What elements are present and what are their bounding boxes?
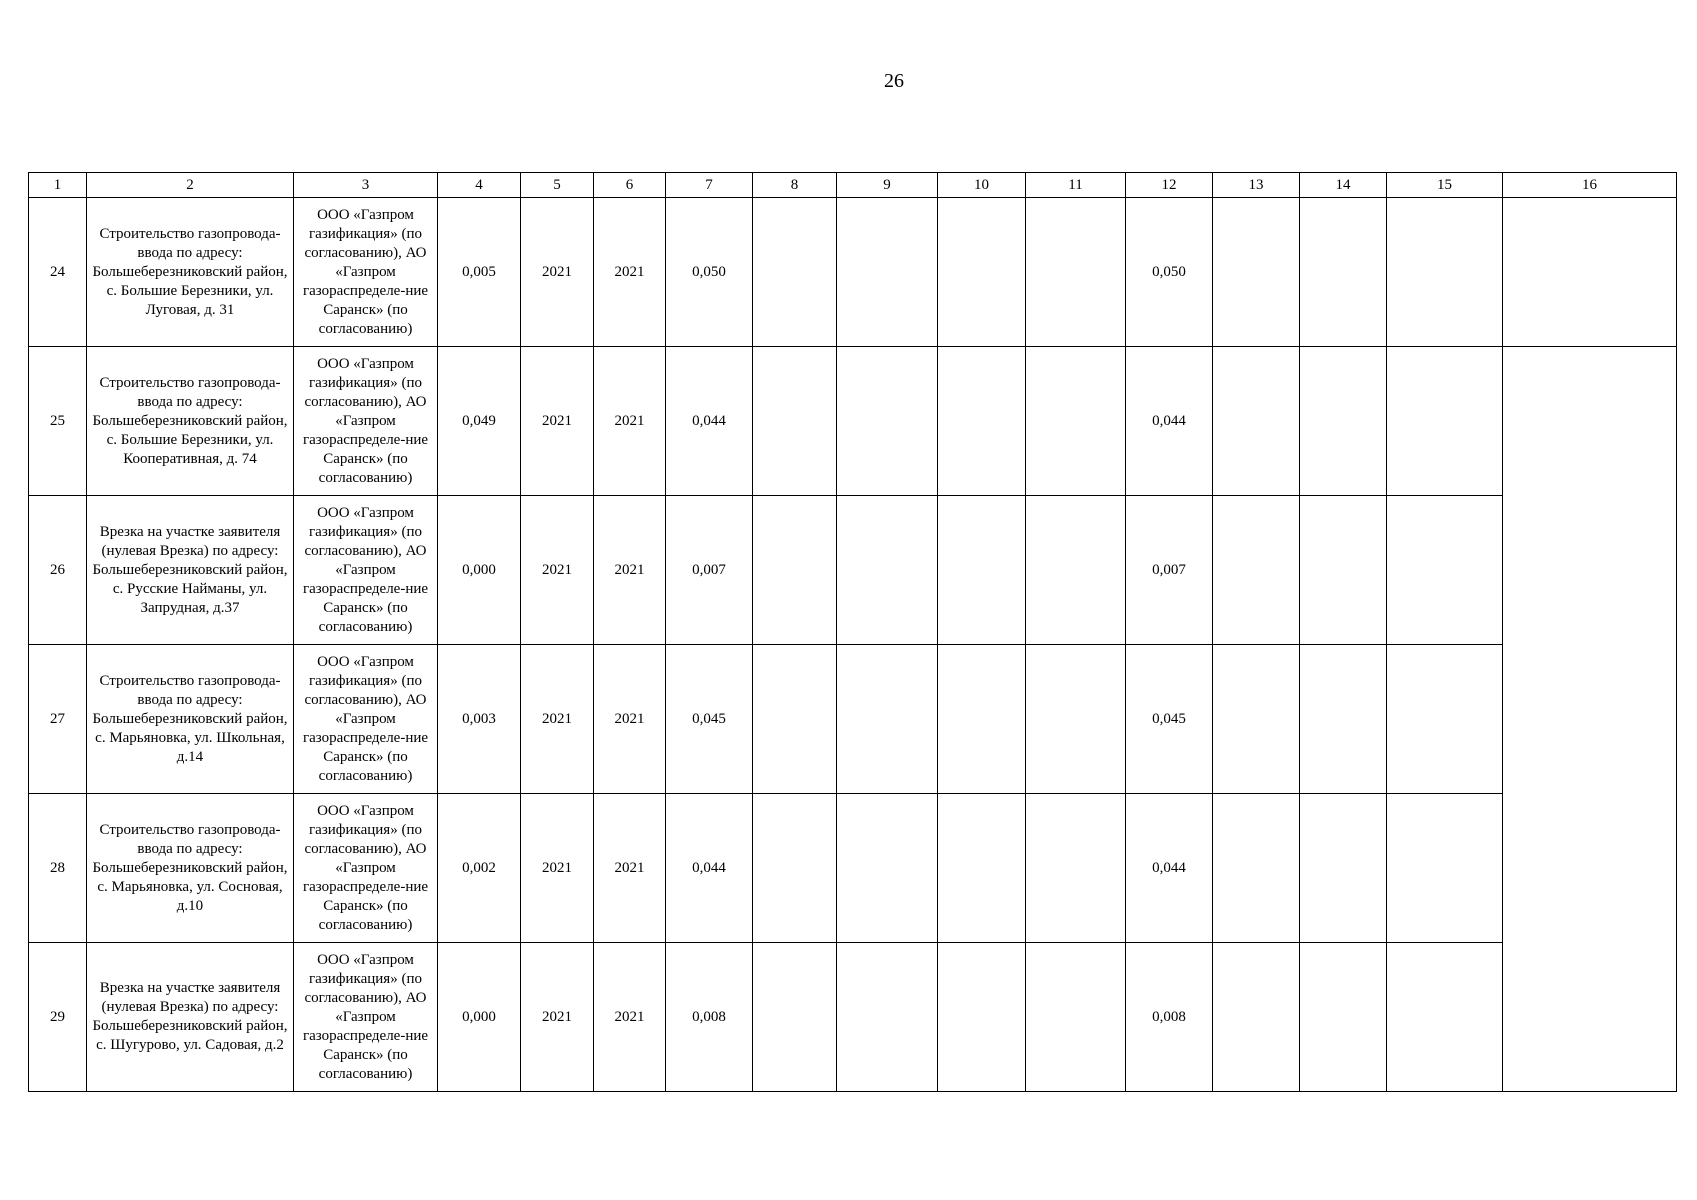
value-cell [1213,496,1300,645]
row-number-cell: 26 [29,496,87,645]
table-row [29,496,1677,645]
value-cell: 0,049 [438,347,521,496]
value-cell [753,943,837,1092]
value-cell [1300,794,1387,943]
object-name-cell: Строительство газопровода-ввода по адресу: Большеберезниковский район, с. Большие Березники, ул. Кооперативная, д. 74 [87,347,294,496]
value-cell [938,496,1026,645]
column-header: 7 [666,173,753,198]
object-name-cell: Врезка на участке заявителя (нулевая Врезка) по адресу: Большеберезниковский район, с. Шугурово, ул. Садовая, д.2 [87,943,294,1092]
value-cell: 0,050 [1126,198,1213,347]
value-cell [1213,347,1300,496]
value-cell: 0,002 [438,794,521,943]
column-header: 5 [521,173,594,198]
row-number-cell: 29 [29,943,87,1092]
value-cell [837,645,938,794]
value-cell [1387,198,1503,347]
value-cell [938,645,1026,794]
value-cell [938,794,1026,943]
owner-cell: ООО «Газпром газификация» (по согласованию), АО «Газпром газораспределе-ние Саранск» (по согласованию) [294,943,438,1092]
value-cell [938,198,1026,347]
value-cell [753,496,837,645]
value-cell [1213,943,1300,1092]
value-cell [1387,496,1503,645]
object-name-cell: Строительство газопровода-ввода по адресу: Большеберезниковский район, с. Марьяновка, ул. Школьная, д.14 [87,645,294,794]
column-header: 14 [1300,173,1387,198]
value-cell [1026,645,1126,794]
value-cell [1387,645,1503,794]
value-cell [1213,645,1300,794]
value-cell [837,943,938,1092]
column-header: 9 [837,173,938,198]
object-name-cell: Строительство газопровода-ввода по адресу: Большеберезниковский район, с. Марьяновка, ул. Сосновая, д.10 [87,794,294,943]
value-cell: 2021 [521,943,594,1092]
value-cell [1026,347,1126,496]
value-cell: 0,044 [666,794,753,943]
table-header-row [29,173,1677,198]
value-cell [1300,496,1387,645]
object-name-cell: Строительство газопровода-ввода по адресу: Большеберезниковский район, с. Большие Березники, ул. Луговая, д. 31 [87,198,294,347]
value-cell: 0,044 [1126,347,1213,496]
value-cell: 2021 [521,496,594,645]
column-header: 8 [753,173,837,198]
owner-cell: ООО «Газпром газификация» (по согласованию), АО «Газпром газораспределе-ние Саранск» (по согласованию) [294,794,438,943]
value-cell [1026,496,1126,645]
value-cell [1387,943,1503,1092]
value-cell: 2021 [521,794,594,943]
value-cell: 2021 [521,198,594,347]
value-cell [1300,645,1387,794]
value-cell: 0,045 [666,645,753,794]
table-row [29,645,1677,794]
page-number: 26 [884,70,904,92]
value-cell [837,794,938,943]
column-header: 3 [294,173,438,198]
value-cell: 2021 [594,645,666,794]
value-cell [753,198,837,347]
owner-cell: ООО «Газпром газификация» (по согласованию), АО «Газпром газораспределе-ние Саранск» (по согласованию) [294,645,438,794]
column-header: 12 [1126,173,1213,198]
owner-cell: ООО «Газпром газификация» (по согласованию), АО «Газпром газораспределе-ние Саранск» (по согласованию) [294,496,438,645]
value-cell [753,347,837,496]
value-cell [1300,347,1387,496]
owner-cell: ООО «Газпром газификация» (по согласованию), АО «Газпром газораспределе-ние Саранск» (по согласованию) [294,347,438,496]
value-cell: 0,000 [438,943,521,1092]
value-cell [1300,198,1387,347]
column-header: 1 [29,173,87,198]
value-cell: 0,000 [438,496,521,645]
column-header: 6 [594,173,666,198]
value-cell [1213,794,1300,943]
value-cell: 0,008 [666,943,753,1092]
value-cell: 0,044 [1126,794,1213,943]
value-cell [1026,794,1126,943]
value-cell: 2021 [521,645,594,794]
merged-column-16-cell [1503,347,1677,1092]
value-cell [1387,794,1503,943]
value-cell: 0,044 [666,347,753,496]
value-cell [1387,347,1503,496]
value-cell: 2021 [594,496,666,645]
object-name-cell: Врезка на участке заявителя (нулевая Врезка) по адресу: Большеберезниковский район, с. Русские Найманы, ул. Запрудная, д.37 [87,496,294,645]
column-header: 2 [87,173,294,198]
value-cell: 0,007 [1126,496,1213,645]
row-number-cell: 25 [29,347,87,496]
value-cell [938,943,1026,1092]
row-number-cell: 27 [29,645,87,794]
table-row [29,347,1677,496]
value-cell [753,794,837,943]
column-header: 4 [438,173,521,198]
value-cell: 2021 [594,794,666,943]
data-table [28,172,1677,1092]
value-cell [837,347,938,496]
value-cell [938,347,1026,496]
table-row [29,943,1677,1092]
value-cell: 0,008 [1126,943,1213,1092]
value-cell: 0,005 [438,198,521,347]
value-cell: 2021 [594,198,666,347]
owner-cell: ООО «Газпром газификация» (по согласованию), АО «Газпром газораспределе-ние Саранск» (по согласованию) [294,198,438,347]
row-number-cell: 24 [29,198,87,347]
value-cell: 2021 [521,347,594,496]
value-cell [1026,198,1126,347]
value-cell: 0,007 [666,496,753,645]
table-row [29,198,1677,347]
value-cell: 0,003 [438,645,521,794]
column-header: 11 [1026,173,1126,198]
column-header: 13 [1213,173,1300,198]
value-cell: 2021 [594,943,666,1092]
value-cell: 0,045 [1126,645,1213,794]
value-cell: 0,050 [666,198,753,347]
row-number-cell: 28 [29,794,87,943]
value-cell [837,198,938,347]
value-cell [1026,943,1126,1092]
value-cell [753,645,837,794]
value-cell [1300,943,1387,1092]
value-cell [837,496,938,645]
value-cell: 2021 [594,347,666,496]
value-cell [1213,198,1300,347]
column-header: 10 [938,173,1026,198]
table-row [29,794,1677,943]
column-header: 15 [1387,173,1503,198]
value-cell [1503,198,1677,347]
column-header: 16 [1503,173,1677,198]
